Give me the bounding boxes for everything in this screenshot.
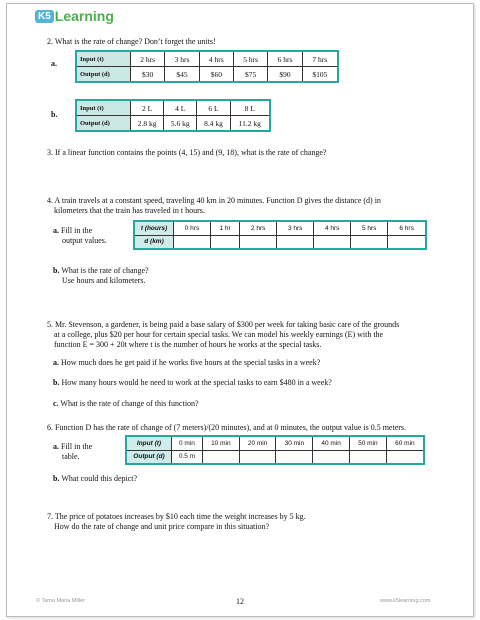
- question-5-line3: function E = 300 + 20t where t is the number of hours he works at the special tasks.: [54, 340, 322, 349]
- k5-learning-logo: [35, 8, 114, 24]
- question-3-text: 3. If a linear function contains the points (4, 15) and (9, 18), what is the rate of change?: [47, 148, 327, 157]
- q6-a-block: [53, 442, 92, 452]
- q4-b-text2: Use hours and kilometers.: [62, 276, 146, 285]
- q5-b-label: b.: [53, 378, 60, 387]
- q2-b-label: b.: [51, 110, 58, 119]
- page-number: 12: [236, 597, 244, 606]
- q4-output-answer-cell[interactable]: [351, 235, 388, 249]
- q2a-input-cell: 2 hrs: [131, 51, 165, 67]
- question-7-line2: How do the rate of change and unit price compare in this situation?: [54, 522, 270, 531]
- q6-input-cell: 40 min: [313, 436, 350, 450]
- q4-input-cell: 3 hrs: [277, 221, 314, 235]
- q2-table-b: [75, 99, 271, 132]
- q2a-output-cell: $105: [302, 67, 338, 83]
- q6-output-header: Output (d): [126, 450, 172, 464]
- q4-output-answer-cell[interactable]: [174, 235, 211, 249]
- q4-b-block: [53, 266, 149, 276]
- q4-output-answer-cell[interactable]: [277, 235, 314, 249]
- logo-mark: K5: [35, 10, 54, 23]
- q4-output-answer-cell[interactable]: [388, 235, 426, 249]
- q2b-output-cell: 8.4 kg: [197, 116, 230, 132]
- q4-input-cell: 6 hrs: [388, 221, 426, 235]
- q6-input-cell: 10 min: [202, 436, 239, 450]
- question-5-line2: at a college, plus $20 per hour for certain special tasks. We can model his weekly earnings (E) with the: [54, 330, 384, 339]
- q5-c-text: What is the rate of change of this function?: [60, 399, 199, 408]
- q4-input-cell: 0 hrs: [174, 221, 211, 235]
- q6-output-answer-cell[interactable]: [313, 450, 350, 464]
- q4-output-answer-cell[interactable]: [211, 235, 240, 249]
- question-4-line2: kilometers that the train has traveled in t hours.: [54, 206, 205, 215]
- question-4-line1: 4. A train travels at a constant speed, traveling 40 km in 20 minutes. Function D gives the distance (d) in: [47, 196, 381, 205]
- q6-input-cell: 30 min: [276, 436, 313, 450]
- q6-input-cell: 50 min: [350, 436, 387, 450]
- q6-input-cell: 0 min: [172, 436, 203, 450]
- q4-input-cell: 1 hr: [211, 221, 240, 235]
- logo-text: Learning: [54, 8, 114, 24]
- question-2-text: 2. What is the rate of change? Don’t forget the units!: [47, 37, 216, 46]
- q2b-input-header: Input (t): [76, 100, 131, 116]
- q4-output-answer-cell[interactable]: [240, 235, 277, 249]
- q6-table: [125, 435, 425, 465]
- question-6-text: 6. Function D has the rate of change of (7 meters)/(20 minutes), and at 0 minutes, the output value is 0.5 meters.: [47, 423, 407, 432]
- q2a-input-cell: 7 hrs: [302, 51, 338, 67]
- q6-input-cell: 20 min: [239, 436, 276, 450]
- q6-input-header: Input (t): [126, 436, 172, 450]
- q5-a-block: [53, 358, 320, 368]
- q4-b-label: b.: [53, 266, 60, 275]
- q6-a-text1: Fill in the: [61, 442, 93, 451]
- q4-input-cell: 4 hrs: [314, 221, 351, 235]
- q6-output-answer-cell[interactable]: [239, 450, 276, 464]
- q5-b-text: How many hours would he need to work at the special tasks to earn $480 in a week?: [61, 378, 332, 387]
- q6-a-text2: table.: [62, 452, 80, 461]
- q6-output-answer-cell[interactable]: [202, 450, 239, 464]
- q4-a-text2: output values.: [62, 236, 107, 245]
- q2b-input-cell: 8 L: [230, 100, 270, 116]
- q6-input-cell: 60 min: [386, 436, 424, 450]
- q2a-input-cell: 3 hrs: [165, 51, 199, 67]
- q2b-output-cell: 11.2 kg: [230, 116, 270, 132]
- footer-copyright: © Tama Maria Miller: [36, 598, 85, 604]
- q2b-output-cell: 5.6 kg: [164, 116, 197, 132]
- q2b-input-cell: 2 L: [131, 100, 164, 116]
- q6-a-label: a.: [53, 442, 59, 451]
- q2a-output-cell: $60: [199, 67, 233, 83]
- q2-a-label: a.: [51, 59, 57, 68]
- q2a-input-cell: 4 hrs: [199, 51, 233, 67]
- question-5-line1: 5. Mr. Stevenson, a gardener, is being paid a base salary of $300 per week for taking basic care of the grounds: [47, 320, 400, 329]
- q4-input-header: t (hours): [134, 221, 174, 235]
- q5-b-block: [53, 378, 332, 388]
- q4-a-block: [53, 226, 92, 236]
- q4-input-cell: 2 hrs: [240, 221, 277, 235]
- q5-a-label: a.: [53, 358, 59, 367]
- q6-b-text: What could this depict?: [61, 474, 138, 483]
- q6-output-answer-cell[interactable]: [276, 450, 313, 464]
- q4-input-cell: 5 hrs: [351, 221, 388, 235]
- q2a-output-cell: $90: [268, 67, 302, 83]
- q4-output-header: d (km): [134, 235, 174, 249]
- q5-c-block: [53, 399, 199, 409]
- q4-a-text1: Fill in the: [61, 226, 93, 235]
- question-7-line1: 7. The price of potatoes increases by $10 each time the weight increases by 5 kg.: [47, 512, 306, 521]
- footer-site-link[interactable]: www.k5learning.com: [380, 598, 431, 604]
- q2a-output-cell: $45: [165, 67, 199, 83]
- q2a-output-cell: $30: [131, 67, 165, 83]
- q2a-input-header: Input (t): [76, 51, 131, 67]
- q2a-output-header: Output (d): [76, 67, 131, 83]
- q2a-input-cell: 6 hrs: [268, 51, 302, 67]
- q2b-input-cell: 4 L: [164, 100, 197, 116]
- q6-b-label: b.: [53, 474, 60, 483]
- q2a-output-cell: $75: [233, 67, 267, 83]
- q2b-output-header: Output (d): [76, 116, 131, 132]
- q2b-input-cell: 6 L: [197, 100, 230, 116]
- q6-output-cell: 0.5 m: [172, 450, 203, 464]
- q6-b-block: [53, 474, 137, 484]
- q5-a-text: How much does he get paid if he works five hours at the special tasks in a week?: [61, 358, 321, 367]
- q4-table: [133, 220, 427, 250]
- q5-c-label: c.: [53, 399, 59, 408]
- q2b-output-cell: 2.8 kg: [131, 116, 164, 132]
- q4-output-answer-cell[interactable]: [314, 235, 351, 249]
- q6-output-answer-cell[interactable]: [350, 450, 387, 464]
- q2a-input-cell: 5 hrs: [233, 51, 267, 67]
- q2-table-a: [75, 50, 339, 83]
- q4-b-text1: What is the rate of change?: [61, 266, 149, 275]
- q4-a-label: a.: [53, 226, 59, 235]
- q6-output-answer-cell[interactable]: [386, 450, 424, 464]
